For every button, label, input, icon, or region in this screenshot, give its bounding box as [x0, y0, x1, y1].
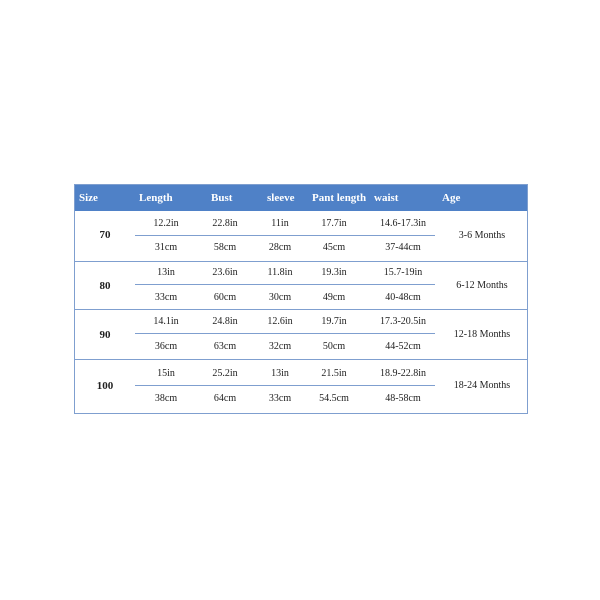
- sleeve-cm: 28cm: [268, 242, 292, 253]
- bust-cm: 60cm: [213, 292, 237, 303]
- waist-cm: 37-44cm: [385, 242, 421, 253]
- length-in: 15in: [157, 368, 175, 379]
- pant-length-cm: 54.5cm: [319, 393, 349, 404]
- waist-cm: 44-52cm: [385, 341, 421, 352]
- table-row: [75, 211, 527, 261]
- table-header: [75, 185, 527, 211]
- age-value: 12-18 Months: [453, 329, 511, 340]
- bust-in: 25.2in: [212, 368, 238, 379]
- sleeve-in: 11.8in: [267, 267, 293, 278]
- pant-length-in: 19.7in: [321, 316, 347, 327]
- age-value: 3-6 Months: [458, 230, 506, 241]
- size-value: 90: [99, 329, 111, 341]
- bust-in: 22.8in: [212, 218, 238, 229]
- age-value: 18-24 Months: [453, 380, 511, 391]
- size-value: 70: [99, 229, 111, 241]
- length-cm: 31cm: [154, 242, 178, 253]
- table-row: [75, 360, 527, 413]
- unit-divider: [135, 235, 435, 236]
- sleeve-cm: 30cm: [268, 292, 292, 303]
- length-cm: 36cm: [154, 341, 178, 352]
- length-cm: 38cm: [154, 393, 178, 404]
- table-row: [75, 262, 527, 311]
- waist-cm: 40-48cm: [385, 292, 421, 303]
- sleeve-in: 11in: [271, 218, 289, 229]
- length-in: 12.2in: [153, 218, 179, 229]
- length-in: 14.1in: [153, 316, 179, 327]
- pant-length-cm: 49cm: [322, 292, 346, 303]
- waist-cm: 48-58cm: [385, 393, 421, 404]
- header-pant-length: Pant length: [312, 192, 367, 204]
- unit-divider: [135, 284, 435, 285]
- header-bust: Bust: [211, 192, 233, 204]
- sleeve-in: 12.6in: [267, 316, 293, 327]
- bust-cm: 58cm: [213, 242, 237, 253]
- length-cm: 33cm: [154, 292, 178, 303]
- waist-in: 18.9-22.8in: [379, 368, 427, 379]
- header-sleeve: sleeve: [267, 192, 295, 204]
- pant-length-cm: 45cm: [322, 242, 346, 253]
- table-row: [75, 310, 527, 359]
- pant-length-in: 19.3in: [321, 267, 347, 278]
- sleeve-in: 13in: [271, 368, 289, 379]
- bust-cm: 63cm: [213, 341, 237, 352]
- header-size: Size: [79, 192, 98, 204]
- bust-in: 23.6in: [212, 267, 238, 278]
- size-chart-table: [74, 184, 528, 414]
- header-age: Age: [442, 192, 461, 204]
- sleeve-cm: 33cm: [268, 393, 292, 404]
- pant-length-cm: 50cm: [322, 341, 346, 352]
- pant-length-in: 17.7in: [321, 218, 347, 229]
- unit-divider: [135, 385, 435, 386]
- header-waist: waist: [374, 192, 399, 204]
- bust-cm: 64cm: [213, 393, 237, 404]
- pant-length-in: 21.5in: [321, 368, 347, 379]
- waist-in: 14.6-17.3in: [379, 218, 427, 229]
- waist-in: 15.7-19in: [383, 267, 423, 278]
- bust-in: 24.8in: [212, 316, 238, 327]
- header-length: Length: [139, 192, 173, 204]
- length-in: 13in: [157, 267, 175, 278]
- sleeve-cm: 32cm: [268, 341, 292, 352]
- waist-in: 17.3-20.5in: [379, 316, 427, 327]
- unit-divider: [135, 333, 435, 334]
- age-value: 6-12 Months: [456, 280, 508, 291]
- size-value: 100: [96, 380, 114, 392]
- size-value: 80: [99, 280, 111, 292]
